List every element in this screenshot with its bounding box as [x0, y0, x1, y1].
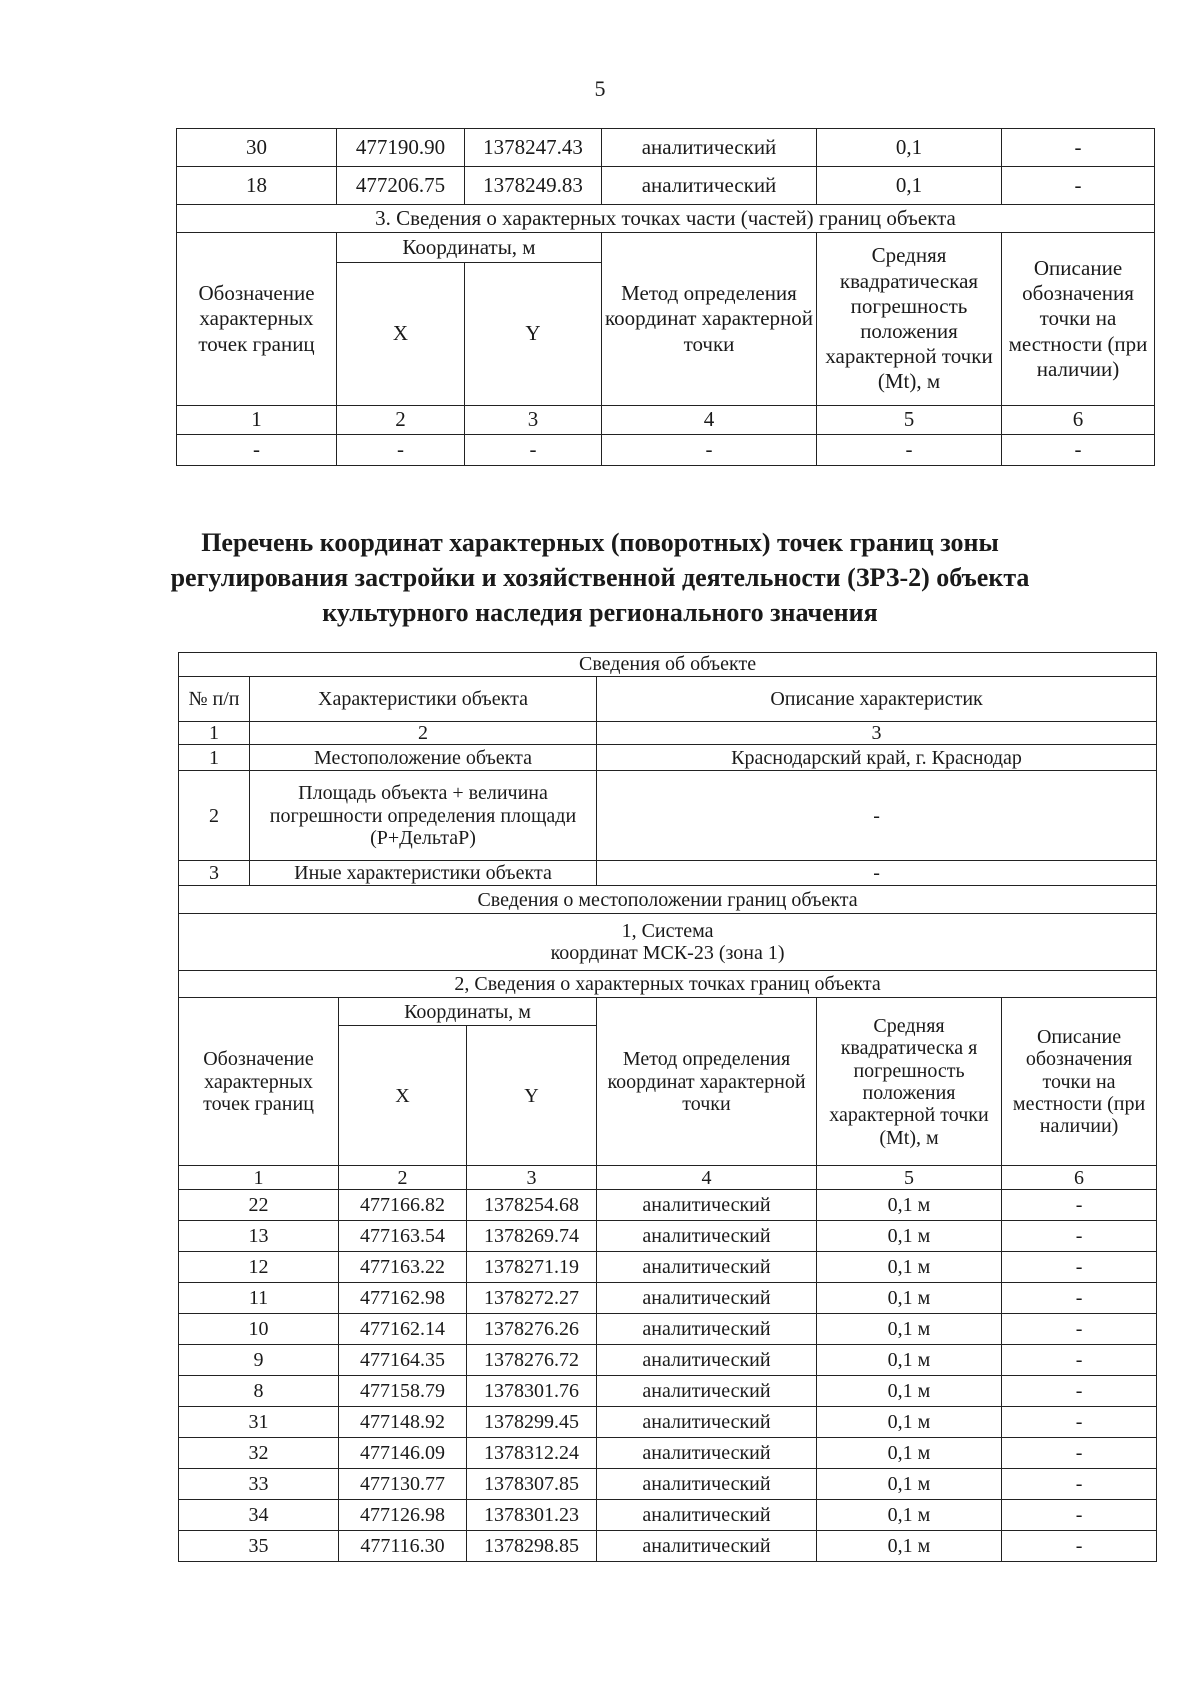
mt-error: 0,1: [817, 167, 1002, 205]
method: аналитический: [597, 1314, 817, 1345]
point-description: -: [1002, 1469, 1157, 1500]
point-number: 18: [177, 167, 337, 205]
coord-x: 477146.09: [339, 1438, 467, 1469]
header-x: X: [339, 1026, 467, 1166]
table-row: [179, 1221, 1157, 1252]
point-description: -: [1002, 1531, 1157, 1562]
mt-error: 0,1 м: [817, 1531, 1002, 1562]
col-number: 1: [179, 1166, 339, 1190]
point-number: 31: [179, 1407, 339, 1438]
col-number: 3: [465, 406, 602, 435]
point-description: -: [1002, 1345, 1157, 1376]
coord-x: 477126.98: [339, 1500, 467, 1531]
header-mt: Средняя квадратическая погрешность положения характерной точки (Mt), м: [817, 233, 1002, 406]
point-number: 10: [179, 1314, 339, 1345]
table-row: [179, 1438, 1157, 1469]
heading-line: регулирования застройки и хозяйственной деятельности (ЗРЗ-2) объекта: [170, 563, 1030, 592]
characteristic-name: Иные характеристики объекта: [250, 861, 597, 886]
zone-points-table: [178, 652, 1157, 1562]
header-y: Y: [465, 263, 602, 406]
col-number: 5: [817, 1166, 1002, 1190]
point-description: -: [1002, 1376, 1157, 1407]
method: аналитический: [597, 1438, 817, 1469]
table-row: [179, 1376, 1157, 1407]
header-coords: Координаты, м: [337, 233, 602, 263]
point-description: -: [1002, 1221, 1157, 1252]
point-description: -: [1002, 1314, 1157, 1345]
column-numbers-row: [179, 1166, 1157, 1190]
coord-x: 477166.82: [339, 1190, 467, 1221]
coord-y: 1378301.76: [467, 1376, 597, 1407]
method: аналитический: [597, 1283, 817, 1314]
header-coords: Координаты, м: [339, 998, 597, 1026]
characteristic-value: Краснодарский край, г. Краснодар: [597, 745, 1157, 771]
point-description: -: [1002, 167, 1155, 205]
mt-error: 0,1 м: [817, 1252, 1002, 1283]
table-row: [179, 745, 1157, 771]
mt-error: 0,1 м: [817, 1314, 1002, 1345]
page-number: 5: [594, 76, 606, 101]
points-body: [179, 1190, 1157, 1562]
method: аналитический: [597, 1531, 817, 1562]
coord-x: 477206.75: [337, 167, 465, 205]
coord-x: 477163.54: [339, 1221, 467, 1252]
coord-y: 1378298.85: [467, 1531, 597, 1562]
location-info-title: Сведения о местоположении границ объекта: [179, 886, 1157, 914]
header-description: Описание обозначения точки на местности (при наличии): [1002, 998, 1157, 1166]
col-number: 3: [597, 722, 1157, 745]
mt-error: 0,1 м: [817, 1376, 1002, 1407]
point-description: -: [1002, 1252, 1157, 1283]
coord-y: 1378312.24: [467, 1438, 597, 1469]
point-number: 8: [179, 1376, 339, 1407]
coord-y: 1378301.23: [467, 1500, 597, 1531]
point-description: -: [1002, 1283, 1157, 1314]
point-number: 9: [179, 1345, 339, 1376]
coord-x: 477130.77: [339, 1469, 467, 1500]
table-row: [179, 1469, 1157, 1500]
coord-x: 477162.14: [339, 1314, 467, 1345]
characteristic-name: Площадь объекта + величина погрешности определения площади (Р+ДельтаР): [250, 771, 597, 861]
empty-cell: -: [602, 435, 817, 466]
method: аналитический: [602, 167, 817, 205]
point-number: 32: [179, 1438, 339, 1469]
point-description: -: [1002, 129, 1155, 167]
table-row: [179, 771, 1157, 861]
table-row: [179, 1283, 1157, 1314]
coord-y: 1378249.83: [465, 167, 602, 205]
coordinate-system: [179, 914, 1157, 971]
coord-y: 1378272.27: [467, 1283, 597, 1314]
col-number: 4: [597, 1166, 817, 1190]
col-number: 1: [179, 722, 250, 745]
mt-error: 0,1 м: [817, 1407, 1002, 1438]
empty-cell: -: [1002, 435, 1155, 466]
empty-row: [177, 435, 1155, 466]
coord-y: 1378276.26: [467, 1314, 597, 1345]
mt-error: 0,1 м: [817, 1190, 1002, 1221]
coord-y: 1378254.68: [467, 1190, 597, 1221]
method: аналитический: [597, 1469, 817, 1500]
mt-error: 0,1: [817, 129, 1002, 167]
method: аналитический: [597, 1376, 817, 1407]
mt-error: 0,1 м: [817, 1283, 1002, 1314]
heading-line: культурного наследия регионального значения: [322, 598, 878, 627]
characteristic-value: -: [597, 771, 1157, 861]
coord-x: 477164.35: [339, 1345, 467, 1376]
table-row: [179, 1190, 1157, 1221]
heading-line: Перечень координат характерных (поворотных) точек границ зоны: [201, 528, 999, 557]
point-description: -: [1002, 1190, 1157, 1221]
section-title: 2, Сведения о характерных точках границ объекта: [179, 971, 1157, 998]
col-number: 6: [1002, 1166, 1157, 1190]
point-number: 12: [179, 1252, 339, 1283]
coordinate-system-line: координат МСК-23 (зона 1): [550, 942, 785, 965]
col-number: 1: [177, 406, 337, 435]
coord-x: 477148.92: [339, 1407, 467, 1438]
mt-error: 0,1 м: [817, 1500, 1002, 1531]
col-number: 3: [467, 1166, 597, 1190]
section-title: 3. Сведения о характерных точках части (частей) границ объекта: [177, 205, 1155, 233]
header-y: Y: [467, 1026, 597, 1166]
point-description: -: [1002, 1500, 1157, 1531]
point-number: 35: [179, 1531, 339, 1562]
point-number: 13: [179, 1221, 339, 1252]
point-number: 34: [179, 1500, 339, 1531]
coordinate-system-line: 1, Система: [621, 920, 714, 942]
table-row: [179, 1500, 1157, 1531]
coord-x: 477163.22: [339, 1252, 467, 1283]
point-number: 30: [177, 129, 337, 167]
method: аналитический: [597, 1407, 817, 1438]
header-characteristics: Характеристики объекта: [250, 677, 597, 722]
method: аналитический: [597, 1252, 817, 1283]
mt-error: 0,1 м: [817, 1221, 1002, 1252]
method: аналитический: [597, 1190, 817, 1221]
row-number: 1: [179, 745, 250, 771]
point-number: 11: [179, 1283, 339, 1314]
point-description: -: [1002, 1438, 1157, 1469]
method: аналитический: [597, 1345, 817, 1376]
col-number: 2: [339, 1166, 467, 1190]
coord-y: 1378307.85: [467, 1469, 597, 1500]
coord-x: 477158.79: [339, 1376, 467, 1407]
mt-error: 0,1 м: [817, 1438, 1002, 1469]
method: аналитический: [597, 1500, 817, 1531]
header-mt: Средняя квадратическа я погрешность положения характерной точки (Mt), м: [817, 998, 1002, 1166]
coord-x: 477190.90: [337, 129, 465, 167]
empty-cell: -: [817, 435, 1002, 466]
col-number: 6: [1002, 406, 1155, 435]
coord-y: 1378247.43: [465, 129, 602, 167]
coord-y: 1378269.74: [467, 1221, 597, 1252]
coord-x: 477116.30: [339, 1531, 467, 1562]
row-number: 3: [179, 861, 250, 886]
col-number: 5: [817, 406, 1002, 435]
table-row: [179, 1345, 1157, 1376]
point-description: -: [1002, 1407, 1157, 1438]
characteristic-value: -: [597, 861, 1157, 886]
header-num: № п/п: [179, 677, 250, 722]
header-description: Описание обозначения точки на местности (при наличии): [1002, 233, 1155, 406]
coord-y: 1378276.72: [467, 1345, 597, 1376]
empty-cell: -: [337, 435, 465, 466]
table-row: [177, 129, 1155, 167]
header-method: Метод определения координат характерной точки: [597, 998, 817, 1166]
header-method: Метод определения координат характерной точки: [602, 233, 817, 406]
table-row: [177, 167, 1155, 205]
row-number: 2: [179, 771, 250, 861]
column-numbers-row: [177, 406, 1155, 435]
characteristic-name: Местоположение объекта: [250, 745, 597, 771]
empty-cell: -: [465, 435, 602, 466]
table-row: [179, 861, 1157, 886]
object-info-title: Сведения об объекте: [179, 653, 1157, 677]
coord-y: 1378299.45: [467, 1407, 597, 1438]
coord-x: 477162.98: [339, 1283, 467, 1314]
table-row: [179, 1252, 1157, 1283]
point-number: 22: [179, 1190, 339, 1221]
coord-y: 1378271.19: [467, 1252, 597, 1283]
header-x: X: [337, 263, 465, 406]
mt-error: 0,1 м: [817, 1345, 1002, 1376]
mt-error: 0,1 м: [817, 1469, 1002, 1500]
method: аналитический: [597, 1221, 817, 1252]
empty-cell: -: [177, 435, 337, 466]
points-part-table: [176, 128, 1155, 466]
header-designation: Обозначение характерных точек границ: [179, 998, 339, 1166]
document-heading: [150, 525, 1050, 630]
col-number: 4: [602, 406, 817, 435]
point-number: 33: [179, 1469, 339, 1500]
table-row: [179, 1407, 1157, 1438]
col-number: 2: [337, 406, 465, 435]
header-designation: Обозначение характерных точек границ: [177, 233, 337, 406]
table-row: [179, 1314, 1157, 1345]
header-characteristics-desc: Описание характеристик: [597, 677, 1157, 722]
table-row: [179, 1531, 1157, 1562]
col-number: 2: [250, 722, 597, 745]
method: аналитический: [602, 129, 817, 167]
